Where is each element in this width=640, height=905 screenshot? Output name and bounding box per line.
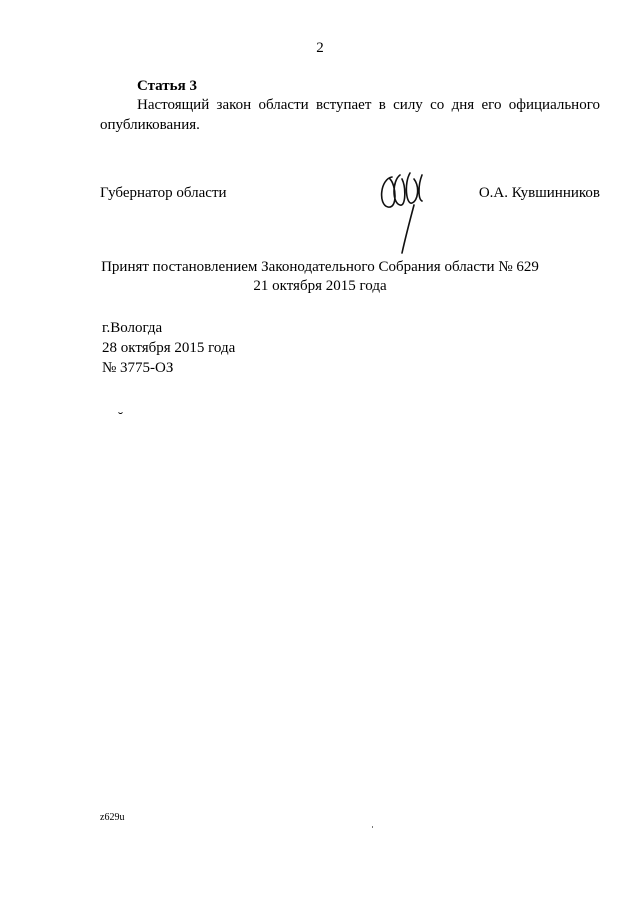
law-number: № 3775-ОЗ: [102, 360, 174, 376]
adoption-line-2: 21 октября 2015 года: [253, 278, 387, 294]
governor-name: О.А. Кувшинников: [478, 185, 600, 201]
city: г.Вологда: [102, 320, 163, 336]
signing-date: 28 октября 2015 года: [102, 340, 236, 356]
article-heading: Статья 3: [137, 78, 197, 94]
document-code: z629u: [100, 812, 125, 823]
scan-speck: [372, 826, 373, 828]
place-date-block: [102, 318, 235, 378]
stray-mark: ˘: [118, 410, 123, 426]
article-body: Настоящий закон области вступает в силу со дня его официального опубликования.: [100, 97, 600, 133]
governor-title: Губернатор области: [100, 185, 227, 201]
signature-icon: [370, 165, 440, 260]
adoption-note: [0, 258, 640, 296]
signature-image: [370, 165, 440, 260]
page-number: 2: [316, 40, 324, 56]
adoption-line-1: Принят постановлением Законодательного Собрания области № 629: [101, 259, 539, 275]
